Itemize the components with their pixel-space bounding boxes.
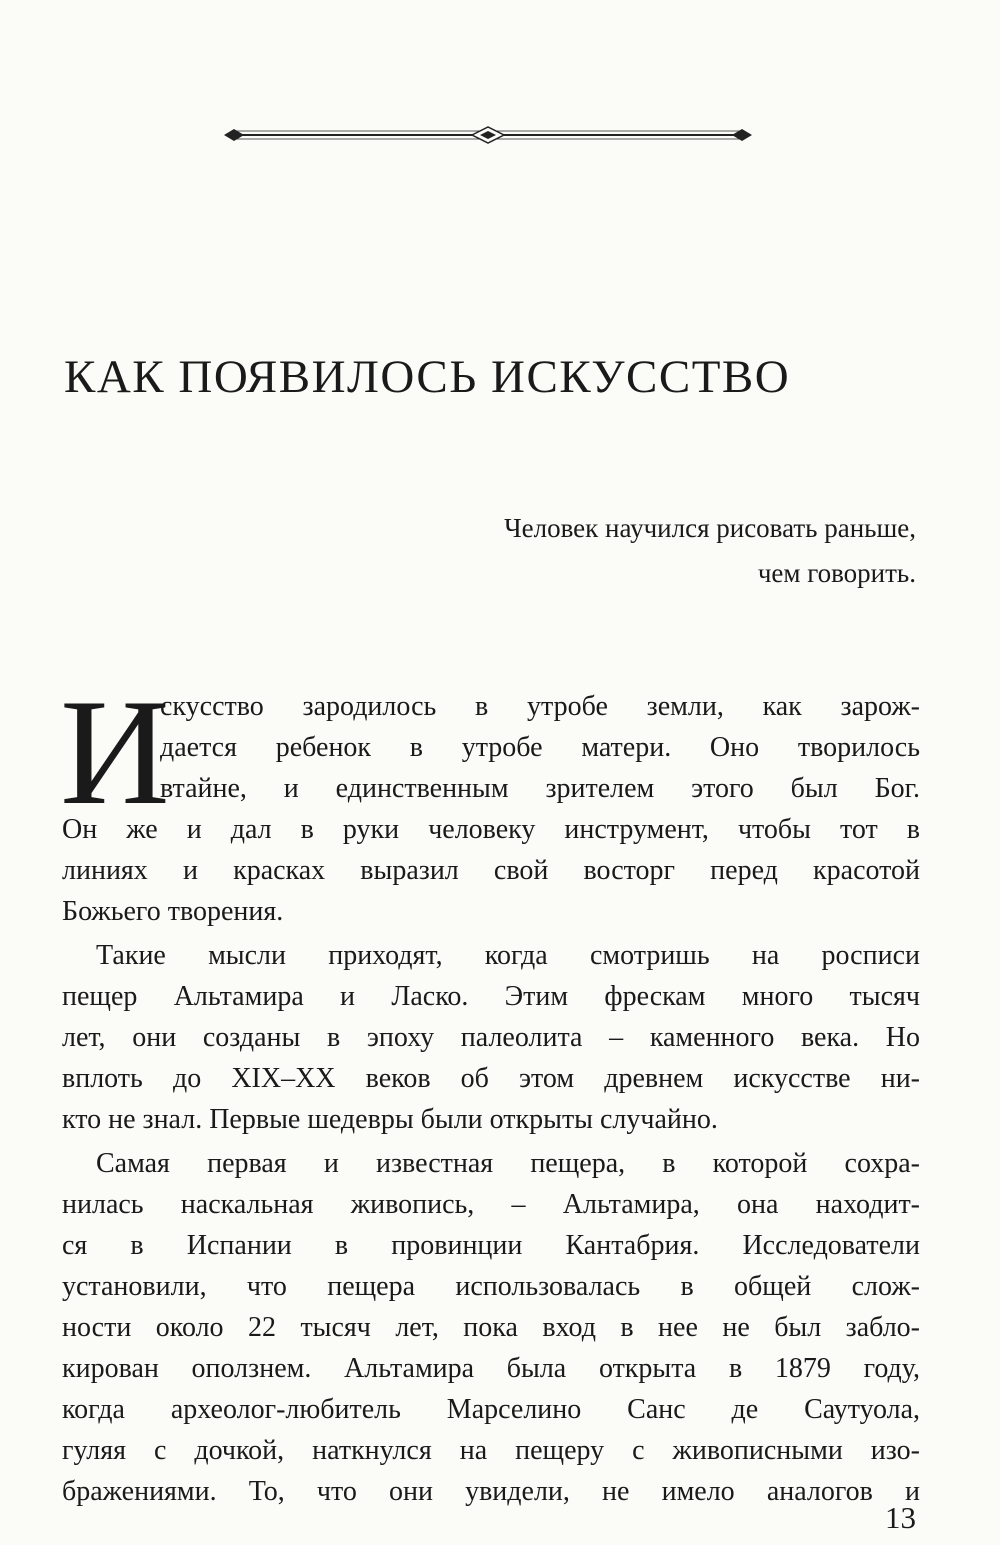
body-line: нилась наскальная живопись, – Альтамира, она находит- — [62, 1189, 920, 1220]
body-line: вплоть до XIX–XX веков об этом древнем искусстве ни- — [62, 1063, 920, 1094]
body-line: бражениями. То, что они увидели, не имело аналогов и — [62, 1476, 920, 1507]
body-line: ности около 22 тысяч лет, пока вход в нее не был забло- — [62, 1312, 920, 1343]
body-line: когда археолог-любитель Марселино Санс де Саутуола, — [62, 1394, 920, 1425]
body-line: ся в Испании в провинции Кантабрия. Исследователи — [62, 1230, 920, 1261]
body-line: лет, они созданы в эпоху палеолита – каменного века. Но — [62, 1022, 920, 1053]
body-line: скусство зародилось в утробе земли, как зарож- — [160, 691, 920, 722]
body-line: кто не знал. Первые шедевры были открыты случайно. — [62, 1104, 718, 1135]
body-line: Самая первая и известная пещера, в которой сохра- — [96, 1148, 920, 1179]
epigraph-line: чем говорить. — [757, 558, 916, 588]
body-line: Он же и дал в руки человеку инструмент, чтобы тот в — [62, 814, 920, 845]
page-number: 13 — [885, 1500, 916, 1535]
body-line: кирован оползнем. Альтамира была открыта в 1879 году, — [62, 1353, 920, 1384]
body-line: Божьего творения. — [62, 896, 284, 927]
body-line: дается ребенок в утробе матери. Оно творилось — [160, 732, 920, 763]
epigraph-line: Человек научился рисовать раньше, — [504, 513, 916, 543]
body-line: установили, что пещера использовалась в общей слож- — [62, 1271, 920, 1302]
body-line: втайне, и единственным зрителем этого был Бог. — [160, 773, 920, 804]
body-line: гуляя с дочкой, наткнулся на пещеру с живописными изо- — [62, 1435, 920, 1466]
epigraph — [504, 506, 916, 596]
body-line: Такие мысли приходят, когда смотришь на росписи — [96, 940, 920, 971]
decorative-rule-icon — [222, 124, 754, 146]
drop-cap: И — [60, 668, 170, 836]
body-line: пещер Альтамира и Ласко. Этим фрескам много тысяч — [62, 981, 920, 1012]
body-line: линиях и красках выразил свой восторг перед красотой — [62, 855, 920, 886]
chapter-title: КАК ПОЯВИЛОСЬ ИСКУССТВО — [64, 351, 791, 403]
